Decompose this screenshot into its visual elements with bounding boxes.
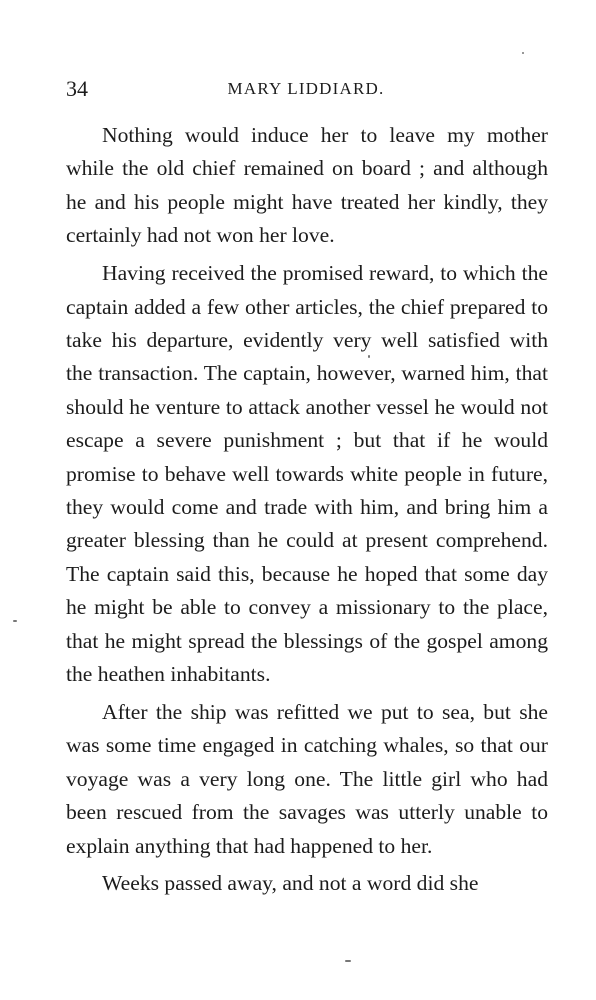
- paragraph-3: After the ship was refitted we put to sea, but she was some time engaged in catching whales, so that our voyage was a very long one. The little girl who had been rescued from the savages was utterly unable to explain anything that had happened to her.: [66, 699, 548, 858]
- paragraph-1: Nothing would induce her to leave my mother while the old chief remained on board ; and although he and his people might have treated her kindly, they certainly had not won her love.: [66, 123, 548, 248]
- paragraph-2: Having received the promised reward, to which the captain added a few other articles, the chief prepared to take his departure, evidently very well satisfied with the transaction. The captain, however, warned him, that should he venture to attack another vessel he would not escape a severe punishment ; but that if he would promise to behave well towards white people in future, they would come and trade with him, and bring him a greater blessing than he could at present comprehend. The captain said this, because he hoped that some day he might be able to convey a missionary to the place, that he might spread the blessings of the gospel among the heathen inhabitants.: [66, 261, 548, 686]
- paragraph-4: Weeks passed away, and not a word did she: [102, 871, 479, 896]
- body-text: [66, 119, 548, 905]
- print-speck: [368, 355, 370, 358]
- print-speck: [522, 52, 524, 54]
- print-speck: [13, 620, 17, 622]
- print-speck: [345, 960, 351, 962]
- page-header: [66, 74, 546, 104]
- running-title: MARY LIDDIARD.: [227, 79, 385, 98]
- page-number: 34: [66, 76, 88, 101]
